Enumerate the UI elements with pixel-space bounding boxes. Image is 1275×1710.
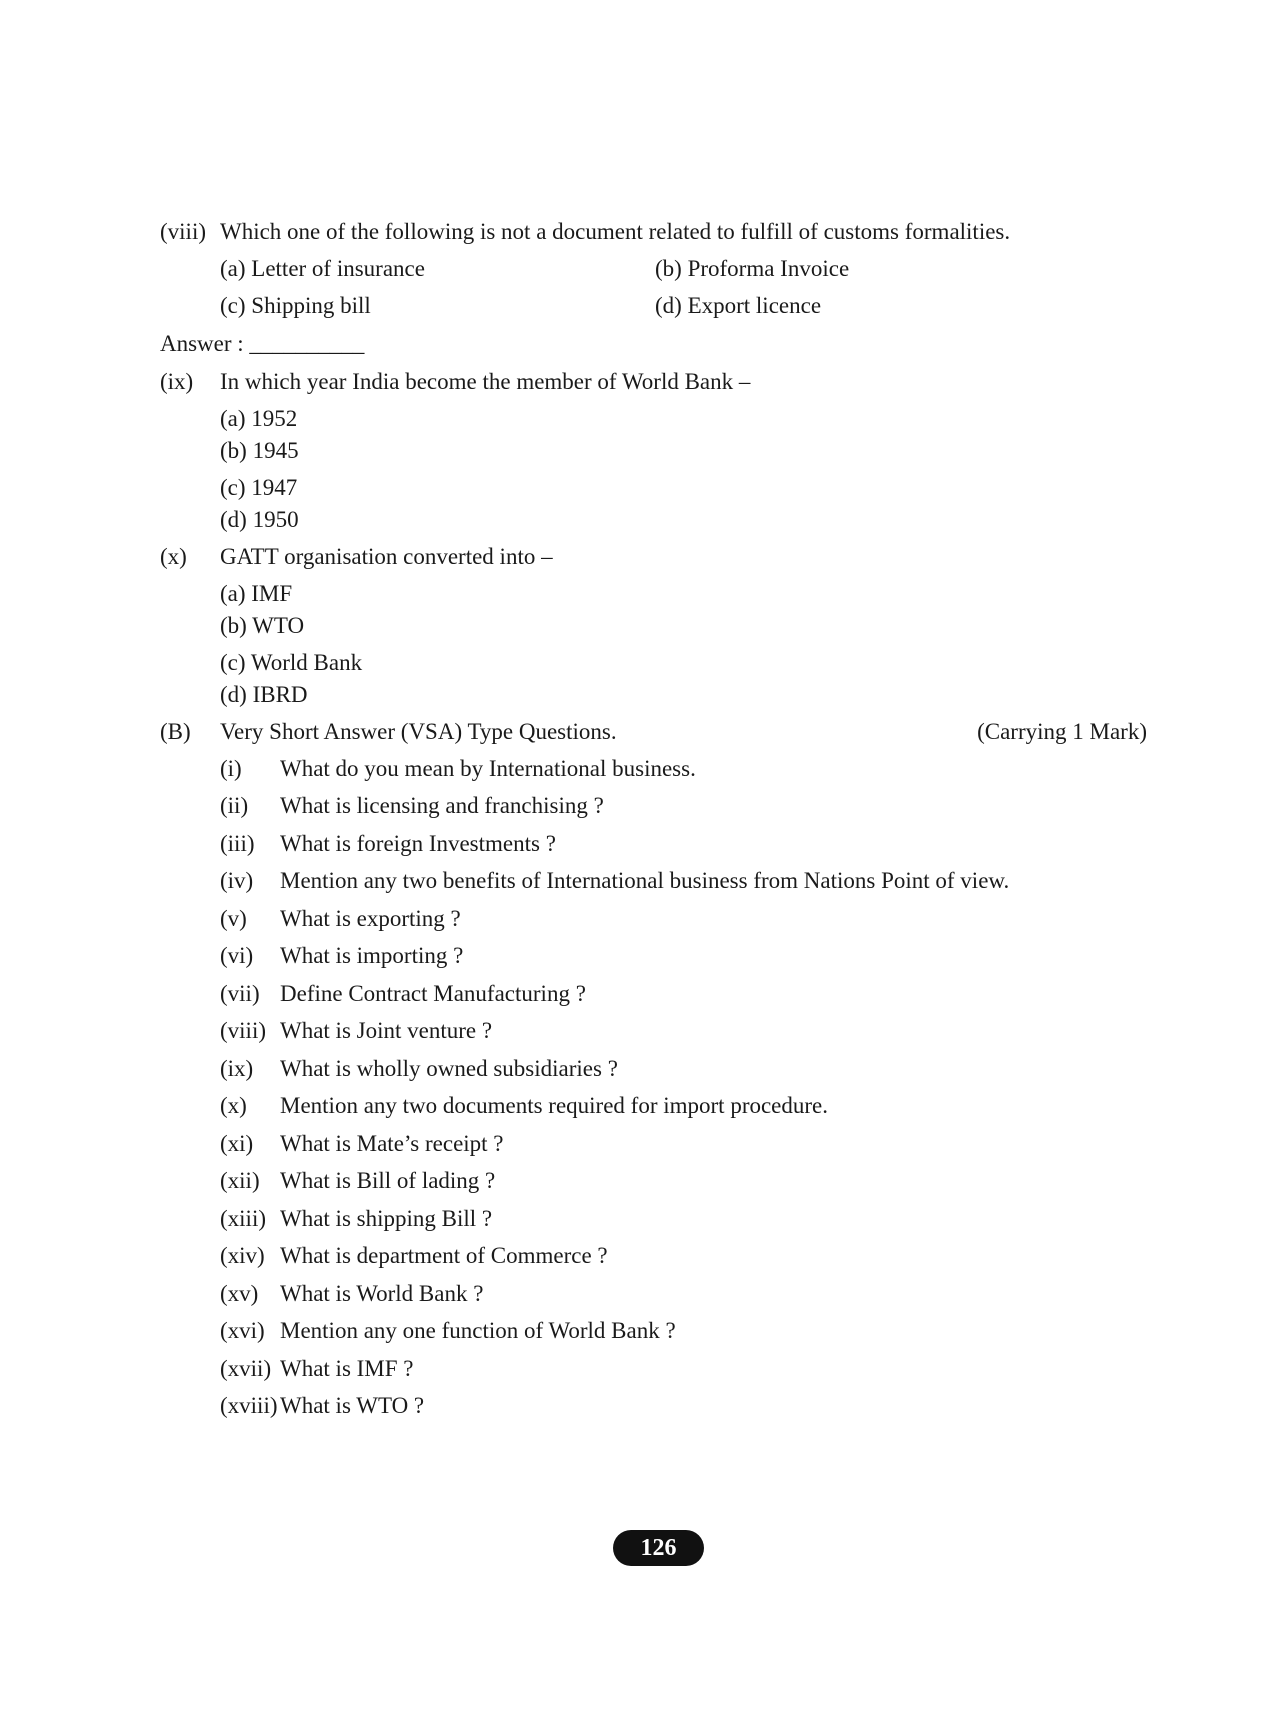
- vsa-text: What is exporting ?: [280, 906, 461, 931]
- option-b: (b) 1945: [220, 438, 299, 463]
- vsa-text: What is IMF ?: [280, 1356, 414, 1381]
- vsa-number: (xv): [220, 1281, 259, 1306]
- question-text: In which year India become the member of World Bank –: [220, 369, 751, 394]
- vsa-text: What is foreign Investments ?: [280, 831, 556, 856]
- section-number: (B): [160, 719, 191, 744]
- option-a: (a) Letter of insurance: [220, 256, 425, 281]
- question-number: (viii): [160, 219, 206, 244]
- vsa-number: (vi): [220, 943, 254, 968]
- question-number: (x): [160, 544, 187, 569]
- vsa-number: (viii): [220, 1018, 266, 1043]
- option-a: (a) IMF: [220, 581, 293, 606]
- option-d: (d) Export licence: [655, 293, 822, 318]
- vsa-number: (ii): [220, 793, 249, 818]
- question-text: GATT organisation converted into –: [220, 544, 553, 569]
- vsa-number: (xii): [220, 1168, 260, 1193]
- vsa-text: What is shipping Bill ?: [280, 1206, 493, 1231]
- option-c: (c) Shipping bill: [220, 293, 371, 318]
- question-number: (ix): [160, 369, 194, 394]
- vsa-text: What is World Bank ?: [280, 1281, 484, 1306]
- vsa-number: (xi): [220, 1131, 254, 1156]
- option-d: (d) 1950: [220, 507, 299, 532]
- option-c: (c) World Bank: [220, 650, 363, 675]
- vsa-text: What is wholly owned subsidiaries ?: [280, 1056, 618, 1081]
- section-marks: (Carrying 1 Mark): [977, 719, 1147, 744]
- option-b: (b) WTO: [220, 613, 305, 638]
- vsa-text: Define Contract Manufacturing ?: [280, 981, 586, 1006]
- vsa-number: (xviii): [220, 1393, 278, 1418]
- vsa-number: (vii): [220, 981, 260, 1006]
- vsa-number: (ix): [220, 1056, 254, 1081]
- answer-label: Answer : __________: [160, 331, 365, 356]
- vsa-number: (xvi): [220, 1318, 265, 1343]
- vsa-text: What is WTO ?: [280, 1393, 425, 1418]
- vsa-text: What do you mean by International business.: [280, 756, 696, 781]
- option-a: (a) 1952: [220, 406, 298, 431]
- vsa-number: (xiii): [220, 1206, 266, 1231]
- option-c: (c) 1947: [220, 475, 298, 500]
- option-d: (d) IBRD: [220, 682, 308, 707]
- vsa-number: (iv): [220, 868, 254, 893]
- vsa-number: (v): [220, 906, 247, 931]
- section-title: Very Short Answer (VSA) Type Questions.: [220, 719, 617, 744]
- question-text: Which one of the following is not a document related to fulfill of customs formalities.: [220, 219, 1011, 244]
- vsa-text: What is Mate’s receipt ?: [280, 1131, 504, 1156]
- vsa-text: What is importing ?: [280, 943, 464, 968]
- vsa-number: (xiv): [220, 1243, 265, 1268]
- vsa-number: (x): [220, 1093, 247, 1118]
- vsa-text: Mention any two documents required for import procedure.: [280, 1093, 829, 1118]
- vsa-text: What is licensing and franchising ?: [280, 793, 604, 818]
- option-b: (b) Proforma Invoice: [655, 256, 850, 281]
- vsa-text: What is department of Commerce ?: [280, 1243, 608, 1268]
- vsa-text: Mention any two benefits of International business from Nations Point of view.: [280, 868, 1010, 893]
- page-number-badge: 126: [613, 1530, 704, 1566]
- vsa-text: Mention any one function of World Bank ?: [280, 1318, 676, 1343]
- vsa-number: (xvii): [220, 1356, 272, 1381]
- vsa-text: What is Joint venture ?: [280, 1018, 493, 1043]
- vsa-number: (i): [220, 756, 242, 781]
- vsa-number: (iii): [220, 831, 255, 856]
- vsa-text: What is Bill of lading ?: [280, 1168, 496, 1193]
